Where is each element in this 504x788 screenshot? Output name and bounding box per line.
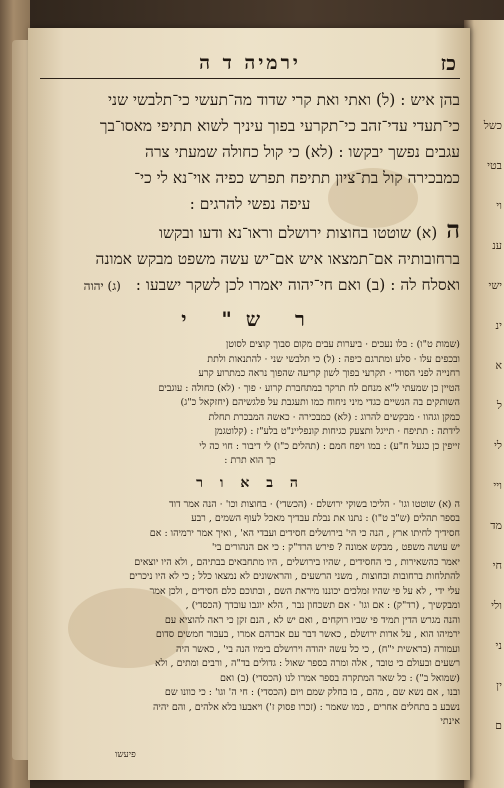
- biur-line: ובנו , אם נשא שם , מהם , בו בחלק שמם ויום (הכסדי) : חי ה' וגו' : כי כוונו שם: [164, 687, 460, 698]
- rashi-line: ובכפים עלו · סלע ומתרגם כיפה : (ל) כי תלבשי שני · להתנאות ולתת: [207, 353, 460, 365]
- facing-page-fragment: ני: [495, 639, 502, 652]
- facing-page-fragment: ויי: [493, 479, 502, 492]
- page-content: [40, 48, 460, 730]
- facing-page-fragment: ינ: [495, 319, 502, 332]
- facing-page-fragment: א: [495, 359, 502, 372]
- facing-page-fragment: ולי: [491, 599, 502, 612]
- rashi-line: רחנייה לפני הסודי · תקרעי בפוך לשון קריעה שהפוך נראה כמתרוע קרע: [198, 368, 460, 379]
- main-text: [40, 87, 460, 299]
- catchword: פיעשו: [115, 750, 136, 760]
- facing-page-fragment: חי: [492, 559, 502, 572]
- rashi-line: כמקן וגהוו · מבקשים להרוג : (לא) כמבכירה · כאשה המבכרת תחלת: [208, 411, 460, 423]
- facing-page-fragment: ענ: [492, 239, 502, 252]
- running-title: ירמיה ד ה: [199, 52, 301, 74]
- text-line: ברחובותיה אם־תמצאו איש אם־יש עשה משפט מבקש אמונה: [95, 250, 460, 268]
- facing-page-fragment: ל: [496, 399, 502, 412]
- rashi-commentary: [40, 338, 460, 469]
- facing-page-fragment: כשל: [483, 119, 502, 132]
- biur-line: (שמואל ב") : כל שאר המתקרה בספר אמרו לנו (הכסדי) (ב) ואם: [219, 672, 460, 684]
- biur-line: ומבקשיך , (רד"ק) : אם וגו' · אם תשכחון נבר , הלא יוגבו עובדך (הכסדי) ,: [185, 600, 460, 611]
- facing-page-fragment: ישי: [488, 279, 502, 292]
- facing-page-fragment: בטי: [487, 159, 502, 172]
- rashi-line: לידתה : תתיפח · תייגל ותצעק כגיחות קונפליינ"ט בלע"ז : (קלוטגמן: [214, 426, 460, 437]
- rashi-line: השותקים בה הנשיים כגדי מיני ניחוח כמו ותעגבת על פלגשיהם (יחזקאל כ"ג): [180, 397, 460, 408]
- biur-line: ירמיהו הוא , על אדות ירושלם , כאשר דבר עם אברהם אמרו , בעבור חמשים סדום: [155, 629, 460, 640]
- rashi-line: (שמות ט"ו) : בלו נעכים · ביערות עבים מקום סבוך קוצים לסוטן: [225, 339, 460, 350]
- running-header: [40, 48, 460, 79]
- biur-line: להתלחות ברחובות ובחוצות , משני הרשעים , והראשונים לא נמצאו כלל ; כי לא היו ניכרים: [129, 571, 460, 582]
- text-line-content: עיפה נפשי להרגים :: [189, 195, 311, 213]
- biur-title: ה ב א ו ר: [196, 474, 304, 491]
- text-line: [40, 272, 460, 299]
- biur-line: נשבע ב בתחלים אחרים , כמו שאמר : (זכרו פסוק ז') ויאבעו בלא אלהים , והם יהיה: [152, 701, 460, 713]
- biur-line: רשעים ובעולם כי טובד , אלה ומרה בספר שאול : גדולים בד"ה , ורבים ומתים , ולא: [154, 658, 460, 669]
- biur-line: בספר תהלים (ש"ב ט"ו) : נתנו את נבלת עבדיך מאכל לעוף השמים , רבע: [191, 513, 460, 524]
- text-line: כי־תעדי עדי־זהב כי־תקרעי בפוך עיניך לשוא תתיפי מאסו־בך: [99, 117, 460, 135]
- biur-line: חסידיך לחיתו ארץ , הנה כי הי' בירושלים חסידים ועבדי הא' , ואיך אמר ירמיהו : אם: [149, 527, 460, 539]
- biur-line: אינתי: [440, 716, 460, 727]
- biur-line: יש עושה משפט , מבקש אמונה ? פירש הרד"ק : כי אם הנהורים בי': [211, 542, 460, 553]
- text-line: [40, 217, 460, 246]
- facing-page-fragment: מד: [490, 519, 502, 532]
- rashi-line-content: כך הוא תרת :: [224, 455, 276, 466]
- biur-line: יאמר כהשאירות , כי החסידים , שהיו בירושלים , היו מתחבאים בבתיהם , ולא היו יוצאים: [134, 556, 460, 568]
- biur-commentary: [40, 498, 460, 730]
- text-line-content: ואסלח לה : (ב) ואם חי־יהוה יאמרו לכן לשקר ישבעו :: [135, 276, 460, 294]
- page-number: כז: [440, 51, 456, 75]
- text-line: [40, 191, 460, 217]
- biur-line: ועמורה (בראשית י"ח) , כי כל עשה יהודה וירושלם בימיו הנה בי' , כאשר היה: [176, 643, 460, 655]
- biur-line: עלי ידי , לא על פי שהיו זמלכים יכוננו מיראת השם , ובתוכם כלם חסידים , ולכן אמר: [149, 585, 460, 597]
- rashi-line: [40, 454, 460, 469]
- rashi-line: זייפין כן כגעל ח"ע) : במו ויפח חמם : (תהלים כ"ו) לי דיבור : חוי כה לי: [199, 440, 460, 452]
- chapter-marker: (ג) יהוה: [83, 279, 121, 293]
- text-line: כמבכירה קול בת־ציון תתיפח תפרש כפיה אוי־נא לי כי־: [134, 169, 460, 187]
- rashi-line: הטיין כן שמעתי ל"א מנחם לח תרקר במתחברת קרוע · פוך · (לא) כחולה : עוגבים: [158, 382, 460, 394]
- facing-page-fragment: ין: [496, 679, 502, 692]
- biur-line: ה (א) שוטטו וגו' · הליכו בשוקי ירושלם · (הכשדי) · בחוצות וכו' · הנה אמר דוד: [169, 498, 460, 510]
- rashi-label: ר ש" י: [181, 307, 319, 331]
- facing-page-fragment: ם: [495, 719, 502, 732]
- text-line: עגבים נפשך יבקשו : (לא) כי קול כחולה שמעתי צרה: [145, 143, 460, 161]
- biur-line: והנה מגרש הדין תמיד פי שביו רוקחים , ואם יש לא , הנם זקן כי ראה להוציא עם: [164, 614, 460, 626]
- text-line: בהן איש : (ל) ואתי ואת קרי שדוד מה־תעשי כי־תלבשי שני: [107, 91, 460, 109]
- facing-page-fragment: לי: [493, 439, 502, 452]
- chapter-letter: ה: [446, 217, 460, 244]
- text-line-content: (א) שוטטו בחוצות ירושלם וראו־נא ודעו ובקשו: [159, 224, 438, 242]
- facing-page-fragment: וי: [496, 199, 502, 212]
